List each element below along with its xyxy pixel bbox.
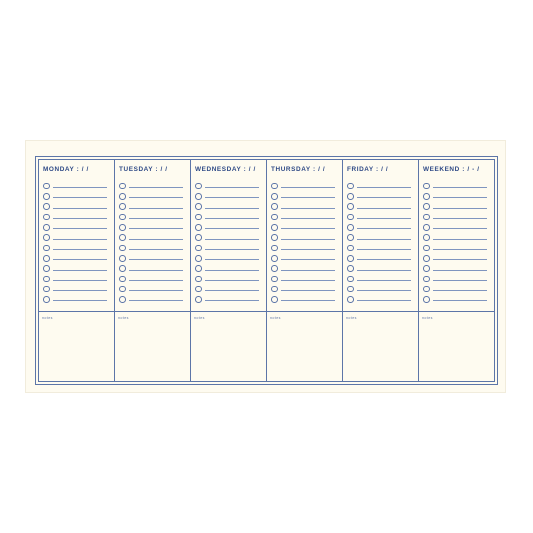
writing-line xyxy=(53,239,107,240)
writing-line xyxy=(433,218,487,219)
todo-list xyxy=(195,181,262,305)
writing-line xyxy=(433,208,487,209)
checkbox-circle-icon xyxy=(271,286,278,293)
writing-line xyxy=(433,239,487,240)
checkbox-circle-icon xyxy=(119,203,126,210)
writing-line xyxy=(357,300,411,301)
notes-label: notes xyxy=(118,316,129,320)
writing-line xyxy=(205,197,259,198)
todo-row xyxy=(271,202,338,212)
todo-row xyxy=(195,222,262,232)
todo-row xyxy=(271,243,338,253)
checkbox-circle-icon xyxy=(195,203,202,210)
todo-row xyxy=(195,232,262,242)
writing-line xyxy=(281,249,335,250)
writing-line xyxy=(433,249,487,250)
todo-row xyxy=(195,274,262,284)
checkbox-circle-icon xyxy=(271,193,278,200)
todo-row xyxy=(195,284,262,294)
todo-row xyxy=(195,191,262,201)
writing-line xyxy=(205,239,259,240)
checkbox-circle-icon xyxy=(195,296,202,303)
checkbox-circle-icon xyxy=(195,286,202,293)
checkbox-circle-icon xyxy=(347,245,354,252)
planner-grid xyxy=(38,159,495,382)
todo-row xyxy=(119,212,186,222)
checkbox-circle-icon xyxy=(423,296,430,303)
todo-row xyxy=(347,253,414,263)
checkbox-circle-icon xyxy=(347,286,354,293)
writing-line xyxy=(53,208,107,209)
writing-line xyxy=(433,228,487,229)
writing-line xyxy=(281,197,335,198)
todo-row xyxy=(195,263,262,273)
todo-row xyxy=(195,294,262,304)
checkbox-circle-icon xyxy=(119,255,126,262)
checkbox-circle-icon xyxy=(119,286,126,293)
writing-line xyxy=(129,208,183,209)
planner-frame xyxy=(35,156,498,385)
todo-row xyxy=(423,222,490,232)
day-column-weekend xyxy=(419,160,494,381)
writing-line xyxy=(205,290,259,291)
todo-row xyxy=(423,263,490,273)
writing-line xyxy=(281,218,335,219)
checkbox-circle-icon xyxy=(43,183,50,190)
writing-line xyxy=(129,280,183,281)
writing-line xyxy=(433,300,487,301)
writing-line xyxy=(205,218,259,219)
checkbox-circle-icon xyxy=(119,224,126,231)
todo-row xyxy=(195,243,262,253)
todo-row xyxy=(423,212,490,222)
writing-line xyxy=(357,228,411,229)
writing-line xyxy=(205,270,259,271)
writing-line xyxy=(205,259,259,260)
checkbox-circle-icon xyxy=(43,193,50,200)
writing-line xyxy=(357,197,411,198)
todo-row xyxy=(119,202,186,212)
todo-row xyxy=(119,222,186,232)
writing-line xyxy=(129,259,183,260)
day-header: FRIDAY : / / xyxy=(347,166,389,173)
todo-row xyxy=(271,274,338,284)
todo-row xyxy=(423,253,490,263)
todo-row xyxy=(43,253,110,263)
todo-row xyxy=(43,294,110,304)
checkbox-circle-icon xyxy=(195,234,202,241)
day-column-friday xyxy=(343,160,419,381)
checkbox-circle-icon xyxy=(347,224,354,231)
checkbox-circle-icon xyxy=(271,276,278,283)
checkbox-circle-icon xyxy=(423,214,430,221)
todo-row xyxy=(43,191,110,201)
writing-line xyxy=(281,208,335,209)
todo-row xyxy=(195,202,262,212)
todo-row xyxy=(423,232,490,242)
todo-row xyxy=(43,274,110,284)
writing-line xyxy=(357,280,411,281)
todo-row xyxy=(271,222,338,232)
todo-row xyxy=(43,212,110,222)
todo-row xyxy=(271,181,338,191)
checkbox-circle-icon xyxy=(347,183,354,190)
writing-line xyxy=(357,218,411,219)
todo-row xyxy=(43,222,110,232)
todo-row xyxy=(119,284,186,294)
checkbox-circle-icon xyxy=(271,265,278,272)
writing-line xyxy=(433,280,487,281)
writing-line xyxy=(433,187,487,188)
todo-row xyxy=(347,243,414,253)
writing-line xyxy=(205,187,259,188)
checkbox-circle-icon xyxy=(347,193,354,200)
todo-row xyxy=(43,232,110,242)
checkbox-circle-icon xyxy=(347,203,354,210)
checkbox-circle-icon xyxy=(43,255,50,262)
writing-line xyxy=(53,197,107,198)
checkbox-circle-icon xyxy=(271,224,278,231)
checkbox-circle-icon xyxy=(347,296,354,303)
checkbox-circle-icon xyxy=(423,255,430,262)
day-header: WEDNESDAY : / / xyxy=(195,166,256,173)
checkbox-circle-icon xyxy=(43,234,50,241)
day-header: WEEKEND : / - / xyxy=(423,166,480,173)
notes-label: notes xyxy=(194,316,205,320)
checkbox-circle-icon xyxy=(195,245,202,252)
checkbox-circle-icon xyxy=(423,276,430,283)
todo-row xyxy=(423,181,490,191)
checkbox-circle-icon xyxy=(423,183,430,190)
todo-row xyxy=(43,284,110,294)
todo-row xyxy=(347,212,414,222)
checkbox-circle-icon xyxy=(195,255,202,262)
checkbox-circle-icon xyxy=(271,255,278,262)
writing-line xyxy=(53,280,107,281)
checkbox-circle-icon xyxy=(43,203,50,210)
writing-line xyxy=(433,290,487,291)
todo-row xyxy=(119,191,186,201)
writing-line xyxy=(129,187,183,188)
writing-line xyxy=(129,249,183,250)
checkbox-circle-icon xyxy=(195,224,202,231)
writing-line xyxy=(53,270,107,271)
checkbox-circle-icon xyxy=(271,296,278,303)
checkbox-circle-icon xyxy=(43,214,50,221)
todo-row xyxy=(423,243,490,253)
todo-row xyxy=(347,294,414,304)
todo-list xyxy=(43,181,110,305)
day-header: THURSDAY : / / xyxy=(271,166,326,173)
todo-list xyxy=(119,181,186,305)
todo-row xyxy=(271,284,338,294)
todo-list xyxy=(347,181,414,305)
checkbox-circle-icon xyxy=(347,276,354,283)
todo-row xyxy=(423,274,490,284)
writing-line xyxy=(129,290,183,291)
day-header: MONDAY : / / xyxy=(43,166,89,173)
writing-line xyxy=(53,218,107,219)
writing-line xyxy=(129,300,183,301)
writing-line xyxy=(53,228,107,229)
todo-row xyxy=(271,294,338,304)
writing-line xyxy=(53,259,107,260)
writing-line xyxy=(53,300,107,301)
writing-line xyxy=(281,300,335,301)
todo-row xyxy=(119,253,186,263)
writing-line xyxy=(281,239,335,240)
checkbox-circle-icon xyxy=(423,286,430,293)
checkbox-circle-icon xyxy=(119,296,126,303)
checkbox-circle-icon xyxy=(271,234,278,241)
day-column-tuesday xyxy=(115,160,191,381)
checkbox-circle-icon xyxy=(195,276,202,283)
todo-row xyxy=(423,202,490,212)
checkbox-circle-icon xyxy=(271,203,278,210)
checkbox-circle-icon xyxy=(271,183,278,190)
checkbox-circle-icon xyxy=(43,296,50,303)
writing-line xyxy=(357,249,411,250)
writing-line xyxy=(433,197,487,198)
checkbox-circle-icon xyxy=(43,276,50,283)
todo-row xyxy=(43,181,110,191)
day-column-wednesday xyxy=(191,160,267,381)
writing-line xyxy=(129,218,183,219)
writing-line xyxy=(281,280,335,281)
todo-row xyxy=(119,243,186,253)
todo-row xyxy=(271,232,338,242)
todo-row xyxy=(195,181,262,191)
todo-row xyxy=(119,263,186,273)
writing-line xyxy=(129,239,183,240)
checkbox-circle-icon xyxy=(423,224,430,231)
checkbox-circle-icon xyxy=(119,265,126,272)
todo-row xyxy=(423,284,490,294)
todo-row xyxy=(119,181,186,191)
checkbox-circle-icon xyxy=(43,245,50,252)
checkbox-circle-icon xyxy=(195,265,202,272)
checkbox-circle-icon xyxy=(119,214,126,221)
checkbox-circle-icon xyxy=(195,193,202,200)
todo-row xyxy=(119,232,186,242)
writing-line xyxy=(205,208,259,209)
checkbox-circle-icon xyxy=(43,286,50,293)
writing-line xyxy=(357,259,411,260)
writing-line xyxy=(357,208,411,209)
todo-row xyxy=(347,222,414,232)
todo-row xyxy=(43,243,110,253)
notes-label: notes xyxy=(422,316,433,320)
writing-line xyxy=(281,228,335,229)
checkbox-circle-icon xyxy=(347,265,354,272)
todo-row xyxy=(347,181,414,191)
todo-row xyxy=(195,212,262,222)
todo-row xyxy=(43,202,110,212)
writing-line xyxy=(281,290,335,291)
todo-row xyxy=(423,294,490,304)
checkbox-circle-icon xyxy=(195,214,202,221)
todo-row xyxy=(347,263,414,273)
writing-line xyxy=(53,249,107,250)
checkbox-circle-icon xyxy=(195,183,202,190)
writing-line xyxy=(433,270,487,271)
todo-row xyxy=(195,253,262,263)
todo-row xyxy=(43,263,110,273)
todo-row xyxy=(347,274,414,284)
checkbox-circle-icon xyxy=(43,265,50,272)
checkbox-circle-icon xyxy=(271,214,278,221)
writing-line xyxy=(357,270,411,271)
writing-line xyxy=(357,187,411,188)
writing-line xyxy=(281,259,335,260)
checkbox-circle-icon xyxy=(347,255,354,262)
checkbox-circle-icon xyxy=(119,245,126,252)
checkbox-circle-icon xyxy=(423,245,430,252)
day-header: TUESDAY : / / xyxy=(119,166,168,173)
checkbox-circle-icon xyxy=(423,234,430,241)
writing-line xyxy=(281,187,335,188)
notes-label: notes xyxy=(346,316,357,320)
checkbox-circle-icon xyxy=(119,193,126,200)
writing-line xyxy=(205,300,259,301)
writing-line xyxy=(205,249,259,250)
writing-line xyxy=(129,270,183,271)
todo-row xyxy=(271,263,338,273)
todo-row xyxy=(271,212,338,222)
checkbox-circle-icon xyxy=(43,224,50,231)
writing-line xyxy=(53,187,107,188)
checkbox-circle-icon xyxy=(423,193,430,200)
todo-row xyxy=(271,191,338,201)
checkbox-circle-icon xyxy=(423,265,430,272)
todo-row xyxy=(347,191,414,201)
checkbox-circle-icon xyxy=(423,203,430,210)
checkbox-circle-icon xyxy=(347,214,354,221)
writing-line xyxy=(205,280,259,281)
checkbox-circle-icon xyxy=(119,183,126,190)
todo-row xyxy=(423,191,490,201)
writing-line xyxy=(357,239,411,240)
weekly-planner-pad xyxy=(26,141,505,392)
writing-line xyxy=(129,197,183,198)
writing-line xyxy=(433,259,487,260)
notes-label: notes xyxy=(42,316,53,320)
writing-line xyxy=(205,228,259,229)
todo-list xyxy=(271,181,338,305)
todo-list xyxy=(423,181,490,305)
todo-row xyxy=(119,294,186,304)
todo-row xyxy=(347,232,414,242)
checkbox-circle-icon xyxy=(119,234,126,241)
todo-row xyxy=(271,253,338,263)
writing-line xyxy=(129,228,183,229)
checkbox-circle-icon xyxy=(119,276,126,283)
day-column-thursday xyxy=(267,160,343,381)
writing-line xyxy=(281,270,335,271)
day-column-monday xyxy=(39,160,115,381)
todo-row xyxy=(347,202,414,212)
writing-line xyxy=(53,290,107,291)
todo-row xyxy=(119,274,186,284)
notes-label: notes xyxy=(270,316,281,320)
writing-line xyxy=(357,290,411,291)
checkbox-circle-icon xyxy=(347,234,354,241)
todo-row xyxy=(347,284,414,294)
checkbox-circle-icon xyxy=(271,245,278,252)
